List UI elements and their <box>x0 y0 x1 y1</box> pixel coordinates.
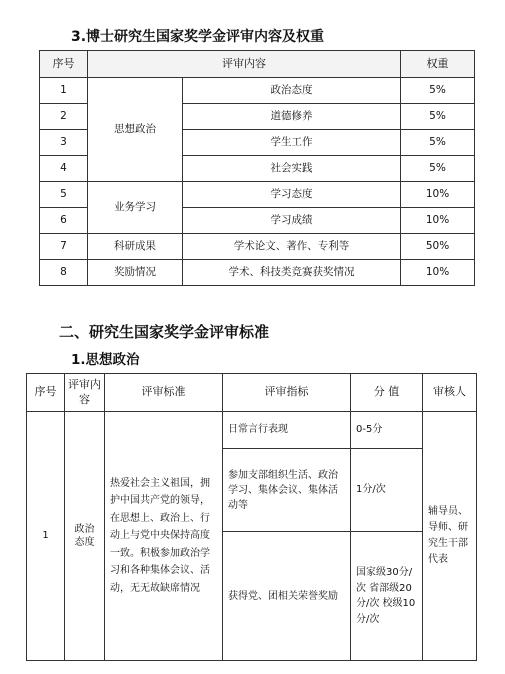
weight-cell: 5% <box>401 104 475 130</box>
header-indicator: 评审指标 <box>223 374 351 412</box>
header-score: 分 值 <box>351 374 423 412</box>
table-row <box>40 234 475 260</box>
row-serial: 7 <box>40 234 88 260</box>
table-row <box>40 260 475 286</box>
row-serial: 8 <box>40 260 88 286</box>
indicator-cell: 参加支部组织生活、政治学习、集体会议、集体活动等 <box>223 449 351 532</box>
weight-cell: 5% <box>401 78 475 104</box>
weight-cell: 50% <box>401 234 475 260</box>
weight-cell: 5% <box>401 156 475 182</box>
row-serial: 6 <box>40 208 88 234</box>
score-cell: 国家级30分/次 省部级20分/次 校级10分/次 <box>351 532 423 661</box>
weight-cell: 10% <box>401 208 475 234</box>
indicator-cell: 日常言行表现 <box>223 412 351 449</box>
table-header-row <box>27 374 477 412</box>
item-cell: 政治态度 <box>183 78 401 104</box>
table-row <box>27 412 477 449</box>
standards-table <box>26 373 477 661</box>
row-serial: 2 <box>40 104 88 130</box>
item-cell: 学术、科技类竞赛获奖情况 <box>183 260 401 286</box>
weight-cell: 10% <box>401 182 475 208</box>
subsection-heading-political: 1.思想政治 <box>71 352 140 368</box>
header-serial: 序号 <box>40 51 88 78</box>
item-cell: 学术论文、著作、专利等 <box>183 234 401 260</box>
header-content: 评审内容 <box>65 374 105 412</box>
weight-cell: 5% <box>401 130 475 156</box>
section-heading-weights: 3.博士研究生国家奖学金评审内容及权重 <box>71 29 325 45</box>
reviewer-cell: 辅导员、导师、研究生干部代表 <box>423 412 477 661</box>
item-cell: 道德修养 <box>183 104 401 130</box>
header-content: 评审内容 <box>88 51 401 78</box>
category-cell: 奖励情况 <box>88 260 183 286</box>
table-header-row <box>40 51 475 78</box>
row-serial: 1 <box>40 78 88 104</box>
row-serial: 3 <box>40 130 88 156</box>
item-cell: 学习态度 <box>183 182 401 208</box>
row-serial: 4 <box>40 156 88 182</box>
section-heading-standards: 二、研究生国家奖学金评审标准 <box>59 323 270 341</box>
weight-cell: 10% <box>401 260 475 286</box>
table-row <box>40 78 475 104</box>
header-serial: 序号 <box>27 374 65 412</box>
table-row <box>40 182 475 208</box>
category-cell: 业务学习 <box>88 182 183 234</box>
item-cell: 学生工作 <box>183 130 401 156</box>
indicator-cell: 获得党、团相关荣誉奖励 <box>223 532 351 661</box>
header-reviewer: 审核人 <box>423 374 477 412</box>
header-weight: 权重 <box>401 51 475 78</box>
category-cell: 思想政治 <box>88 78 183 182</box>
content-cell: 政治态度 <box>65 412 105 661</box>
score-cell: 1分/次 <box>351 449 423 532</box>
category-cell: 科研成果 <box>88 234 183 260</box>
score-cell: 0-5分 <box>351 412 423 449</box>
weights-table <box>39 50 475 286</box>
row-serial: 5 <box>40 182 88 208</box>
standard-cell: 热爱社会主义祖国，拥护中国共产党的领导，在思想上、政治上、行动上与党中央保持高度一致。积极参加政治学习和各种集体会议、活动，无无故缺席情况 <box>105 412 223 661</box>
header-standard: 评审标准 <box>105 374 223 412</box>
item-cell: 社会实践 <box>183 156 401 182</box>
item-cell: 学习成绩 <box>183 208 401 234</box>
row-serial: 1 <box>27 412 65 661</box>
